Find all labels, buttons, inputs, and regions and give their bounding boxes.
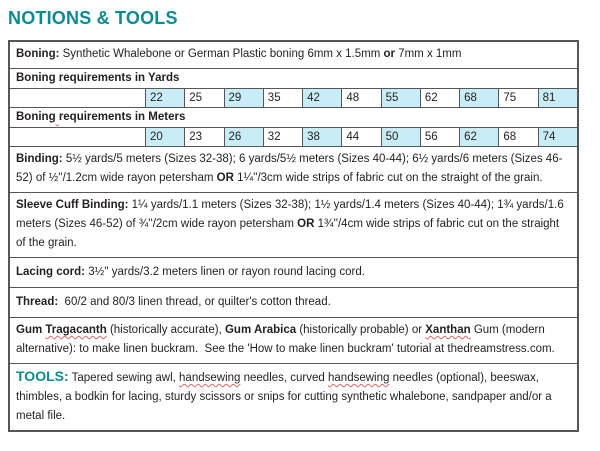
size-value-cell: 50	[382, 128, 421, 146]
gum-text	[16, 321, 571, 359]
size-value-cell: 35	[264, 89, 303, 107]
meters-header-row	[10, 107, 577, 127]
binding-row	[10, 146, 577, 192]
size-value-cell: 20	[146, 128, 185, 146]
text-segment: (historically probable) or	[296, 324, 426, 336]
size-value-cell: 44	[342, 128, 381, 146]
size-value-cell: 29	[225, 89, 264, 107]
text-segment: handsewing	[328, 372, 390, 384]
tools-row	[10, 363, 577, 430]
text-segment: needles (optional), beeswax, thimbles, a bodkin for lacing, sturdy scissors or snips for cutting synthetic whalebone, sandpaper and/or a metal file.	[16, 372, 552, 422]
yards-header-row	[10, 68, 577, 88]
text-segment: Boning:	[16, 48, 60, 60]
text-segment: Lacing cord:	[16, 266, 86, 278]
size-value-cell: 74	[539, 128, 577, 146]
text-segment: Gum Arabica	[224, 324, 297, 336]
size-value-cell: 56	[421, 128, 460, 146]
gum-row	[10, 317, 577, 363]
text-segment: needles, curved	[240, 372, 329, 384]
size-value-cell: 62	[421, 89, 460, 107]
text-segment: 1¼ yards/1.1 meters (Sizes 32-38); 1½ yards/1.4 meters (Sizes 40-44); 1¾ yards/1.6 meters (Sizes 46-52) of ¾''/2cm wide rayon petersham	[16, 199, 564, 230]
thread-row	[10, 287, 577, 317]
text-segment: Gum (modern alternative): to make linen buckram. See the 'How to make linen buckram' tutorial at thedreamstress.com.	[16, 324, 555, 355]
meters-values-row	[10, 127, 577, 146]
text-segment: 7mm x 1mm	[395, 48, 462, 60]
size-value-cell: 55	[382, 89, 421, 107]
text-segment: OR	[216, 172, 234, 184]
yards-value-cells	[146, 89, 577, 107]
text-segment: Xanthan	[425, 324, 471, 336]
yards-values-row	[10, 88, 577, 107]
text-segment: handsewing	[179, 372, 241, 384]
sleeve-cuff-binding-text	[16, 196, 571, 253]
size-value-cell: 22	[146, 89, 185, 107]
text-segment: Synthetic Whalebone or German Plastic boning 6mm x 1.5mm	[59, 48, 384, 60]
text-segment: Sleeve Cuff Binding:	[16, 199, 129, 211]
empty-spacer-cell	[10, 89, 146, 107]
text-segment: TOOLS:	[16, 368, 69, 384]
size-value-cell: 48	[342, 89, 381, 107]
page-title: NOTIONS & TOOLS	[8, 8, 178, 28]
lacing-cord-row	[10, 257, 577, 287]
text-segment: 60/2 and 80/3 linen thread, or quilter's cotton thread.	[58, 296, 331, 308]
size-value-cell: 81	[539, 89, 577, 107]
text-segment: Gum	[16, 324, 46, 336]
text-segment: Boning	[16, 111, 56, 123]
lacing-cord-text	[16, 263, 571, 282]
text-segment: 3½'' yards/3.2 meters linen or rayon round lacing cord.	[85, 266, 365, 278]
size-value-cell: 68	[499, 128, 538, 146]
size-value-cell: 38	[303, 128, 342, 146]
size-value-cell: 23	[185, 128, 224, 146]
text-segment: 5½ yards/5 meters (Sizes 32-38); 6 yards/5½ meters (Sizes 40-44); 6½ yards/6 meters (Sizes 46-52) of ½''/1.2cm wide rayon petersham	[16, 153, 563, 184]
size-value-cell: 32	[264, 128, 303, 146]
boning-text	[16, 45, 571, 64]
text-segment: Boning requirements in Yards	[16, 72, 180, 84]
sleeve-cuff-binding-row	[10, 192, 577, 257]
size-value-cell: 75	[499, 89, 538, 107]
text-segment: Binding:	[16, 153, 63, 165]
text-segment: Tragacanth	[45, 324, 107, 336]
size-value-cell: 68	[460, 89, 499, 107]
size-value-cell: 25	[185, 89, 224, 107]
empty-spacer-cell	[10, 128, 146, 146]
tools-text	[16, 367, 571, 426]
notions-tools-table	[8, 40, 579, 432]
size-value-cell: 26	[225, 128, 264, 146]
boning-row	[10, 42, 577, 68]
text-segment: Thread:	[16, 296, 59, 308]
text-segment: OR	[297, 218, 315, 230]
text-segment: 1¾''/4cm wide strips of fabric cut on the straight of the grain.	[16, 218, 560, 249]
text-segment: 1¼''/3cm wide strips of fabric cut on the straight of the grain.	[233, 172, 543, 184]
text-segment: requirements in Meters	[58, 111, 186, 123]
size-value-cell: 42	[303, 89, 342, 107]
thread-text	[16, 293, 571, 312]
text-segment: Tapered sewing awl,	[68, 372, 180, 384]
size-value-cell: 62	[460, 128, 499, 146]
binding-text	[16, 150, 571, 188]
text-segment: or	[383, 48, 395, 60]
meters-value-cells	[146, 128, 577, 146]
text-segment: (historically accurate),	[106, 324, 225, 336]
